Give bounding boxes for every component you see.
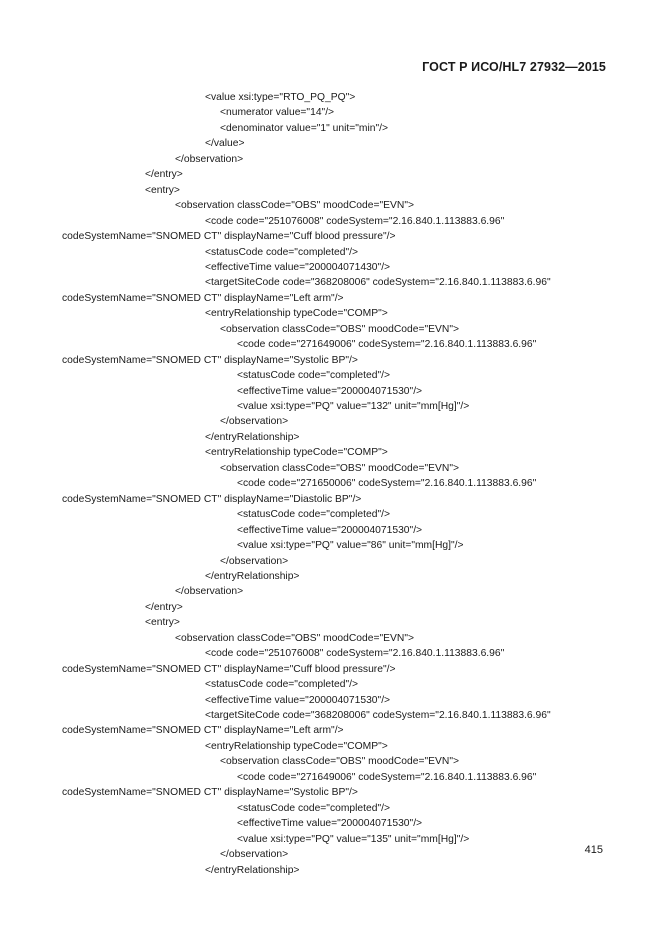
- code-line: <effectiveTime value="200004071530"/>: [237, 818, 423, 830]
- code-line: <effectiveTime value="200004071530"/>: [237, 385, 423, 397]
- code-line: <statusCode code="completed"/>: [205, 246, 358, 258]
- document-header: ГОСТ Р ИСО/HL7 27932—2015: [422, 60, 606, 74]
- code-line: <denominator value="1" unit="min"/>: [220, 122, 389, 134]
- code-line: <statusCode code="completed"/>: [237, 509, 390, 521]
- code-line: <value xsi:type="PQ" value="135" unit="mm[Hg]"/>: [237, 833, 470, 845]
- code-line: <entryRelationship typeCode="COMP">: [205, 740, 388, 752]
- code-line: codeSystemName="SNOMED CT" displayName="Systolic BP"/>: [62, 787, 358, 799]
- code-line: </observation>: [220, 416, 289, 428]
- code-line: </value>: [205, 138, 245, 150]
- code-line: codeSystemName="SNOMED CT" displayName="Left arm"/>: [62, 292, 344, 304]
- code-line: codeSystemName="SNOMED CT" displayName="Systolic BP"/>: [62, 354, 358, 366]
- code-line: <entryRelationship typeCode="COMP">: [205, 447, 388, 459]
- code-line: <targetSiteCode code="368208006" codeSystem="2.16.840.1.113883.6.96": [205, 710, 551, 721]
- code-line: <entry>: [145, 184, 180, 196]
- code-line: <code code="251076008" codeSystem="2.16.840.1.113883.6.96": [205, 215, 505, 227]
- code-line: <effectiveTime value="200004071530"/>: [205, 694, 391, 706]
- code-line: </entryRelationship>: [205, 570, 300, 582]
- code-line: </entryRelationship>: [205, 431, 300, 443]
- code-line: codeSystemName="SNOMED CT" displayName="Left arm"/>: [62, 725, 344, 737]
- code-line: </entry>: [145, 601, 183, 613]
- code-line: <observation classCode="OBS" moodCode="EVN">: [175, 200, 414, 212]
- code-line: </entry>: [145, 169, 183, 181]
- code-line: </entryRelationship>: [205, 864, 300, 876]
- code-line: <numerator value="14"/>: [220, 107, 335, 119]
- code-line: <code code="271650006" codeSystem="2.16.840.1.113883.6.96": [237, 478, 537, 490]
- code-line: codeSystemName="SNOMED CT" displayName="Diastolic BP"/>: [62, 493, 362, 505]
- code-line: <value xsi:type="RTO_PQ_PQ">: [205, 92, 356, 103]
- page-number: 415: [584, 844, 603, 856]
- code-line: <value xsi:type="PQ" value="86" unit="mm[Hg]"/>: [237, 540, 464, 552]
- code-line: <observation classCode="OBS" moodCode="EVN">: [220, 323, 459, 335]
- code-line: <targetSiteCode code="368208006" codeSystem="2.16.840.1.113883.6.96": [205, 277, 551, 289]
- code-line: <observation classCode="OBS" moodCode="EVN">: [220, 756, 459, 768]
- code-line: codeSystemName="SNOMED CT" displayName="Cuff blood pressure"/>: [62, 231, 396, 243]
- code-line: codeSystemName="SNOMED CT" displayName="Cuff blood pressure"/>: [62, 663, 396, 675]
- code-line: </observation>: [220, 555, 289, 567]
- code-line: <statusCode code="completed"/>: [237, 802, 390, 814]
- code-line: <observation classCode="OBS" moodCode="EVN">: [220, 462, 459, 474]
- code-line: <code code="251076008" codeSystem="2.16.840.1.113883.6.96": [205, 648, 505, 660]
- code-line: <statusCode code="completed"/>: [205, 679, 358, 691]
- code-line: <entryRelationship typeCode="COMP">: [205, 308, 388, 320]
- code-line: <effectiveTime value="200004071430"/>: [205, 261, 391, 273]
- code-line: <observation classCode="OBS" moodCode="EVN">: [175, 632, 414, 644]
- code-line: <statusCode code="completed"/>: [237, 370, 390, 382]
- code-line: <effectiveTime value="200004071530"/>: [237, 524, 423, 536]
- code-line: <value xsi:type="PQ" value="132" unit="mm[Hg]"/>: [237, 401, 470, 412]
- code-line: </observation>: [220, 849, 289, 861]
- code-line: <code code="271649006" codeSystem="2.16.840.1.113883.6.96": [237, 771, 537, 783]
- code-line: <entry>: [145, 617, 180, 629]
- code-line: </observation>: [175, 153, 244, 165]
- code-line: <code code="271649006" codeSystem="2.16.840.1.113883.6.96": [237, 339, 537, 351]
- code-line: </observation>: [175, 586, 244, 598]
